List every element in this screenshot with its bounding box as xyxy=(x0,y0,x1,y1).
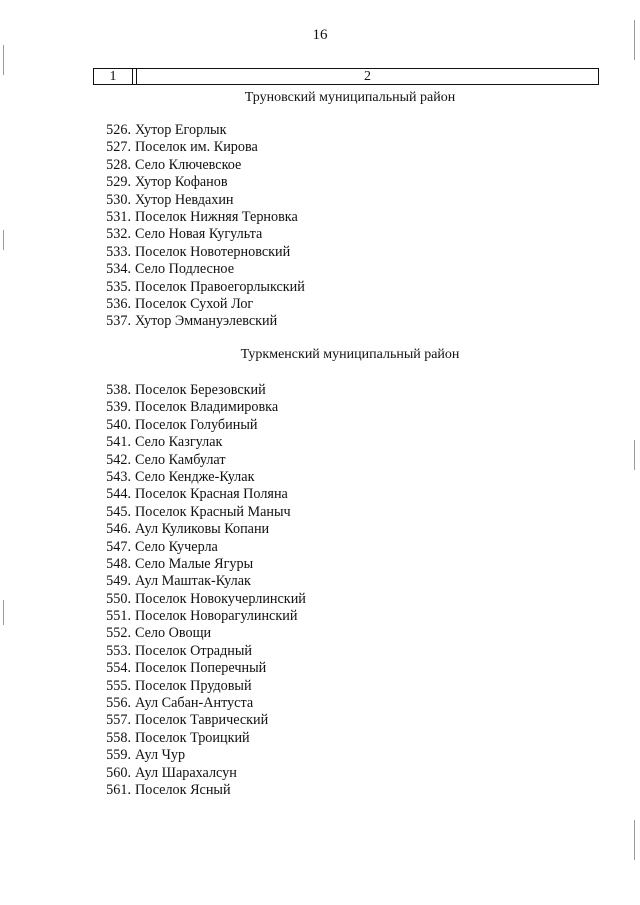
list-item: 536. Поселок Сухой Лог xyxy=(106,295,254,312)
list-item: 541. Село Казгулак xyxy=(106,434,223,451)
list-item: 544. Поселок Красная Поляна xyxy=(106,486,288,503)
scan-edge-mark xyxy=(3,600,4,625)
column-2-header: 2 xyxy=(364,69,371,84)
scan-edge-mark xyxy=(3,230,4,250)
list-item: 552. Село Овощи xyxy=(106,625,212,642)
list-item: 553. Поселок Отрадный xyxy=(106,642,253,659)
entry-list-turkmensky xyxy=(97,382,306,799)
list-item: 555. Поселок Прудовый xyxy=(106,677,252,694)
entry-list-trunovsky xyxy=(97,122,305,331)
list-item: 545. Поселок Красный Маныч xyxy=(106,503,291,520)
column-header-table xyxy=(93,68,599,85)
list-item: 543. Село Кендже-Кулак xyxy=(106,468,255,485)
section-title-turkmensky: Туркменский муниципальный район xyxy=(240,347,460,362)
list-item: 561. Поселок Ясный xyxy=(106,781,231,798)
list-item: 528. Село Ключевское xyxy=(106,156,242,173)
list-item: 539. Поселок Владимировка xyxy=(106,399,279,416)
scan-edge-mark xyxy=(634,440,635,470)
list-item: 542. Село Камбулат xyxy=(106,451,226,468)
list-item: 556. Аул Сабан-Антуста xyxy=(106,695,254,712)
list-item: 560. Аул Шарахалсун xyxy=(106,764,237,781)
list-item: 530. Хутор Невдахин xyxy=(106,191,234,208)
list-item: 558. Поселок Троицкий xyxy=(106,729,250,746)
list-item: 554. Поселок Поперечный xyxy=(106,660,267,677)
list-item: 534. Село Подлесное xyxy=(106,261,234,278)
list-item: 559. Аул Чур xyxy=(106,747,186,764)
list-item: 550. Поселок Новокучерлинский xyxy=(106,590,306,607)
section-title-trunovsky: Труновский муниципальный район xyxy=(244,90,456,105)
list-item: 531. Поселок Нижняя Терновка xyxy=(106,208,298,225)
list-item: 551. Поселок Новорагулинский xyxy=(106,608,298,625)
list-item: 557. Поселок Таврический xyxy=(106,712,269,729)
list-item: 532. Село Новая Кугульта xyxy=(106,226,263,243)
list-item: 527. Поселок им. Кирова xyxy=(106,139,258,156)
scan-edge-mark xyxy=(3,45,4,75)
list-item: 538. Поселок Березовский xyxy=(106,382,266,398)
list-item: 548. Село Малые Ягуры xyxy=(106,555,254,572)
page-number: 16 xyxy=(312,27,328,43)
list-item: 537. Хутор Эммануэлевский xyxy=(106,313,278,330)
list-item: 526. Хутор Егорлык xyxy=(106,122,227,138)
list-item: 549. Аул Маштак-Кулак xyxy=(106,573,251,590)
list-item: 546. Аул Куликовы Копани xyxy=(106,521,270,538)
column-1-header: 1 xyxy=(94,69,133,84)
scan-edge-mark xyxy=(634,20,635,60)
list-item: 540. Поселок Голубиный xyxy=(106,416,258,433)
list-item: 529. Хутор Кофанов xyxy=(106,174,228,191)
list-item: 547. Село Кучерла xyxy=(106,538,218,555)
list-item: 535. Поселок Правоегорлыкский xyxy=(106,278,305,295)
scan-edge-mark xyxy=(634,820,635,860)
list-item: 533. Поселок Новотерновский xyxy=(106,243,291,260)
